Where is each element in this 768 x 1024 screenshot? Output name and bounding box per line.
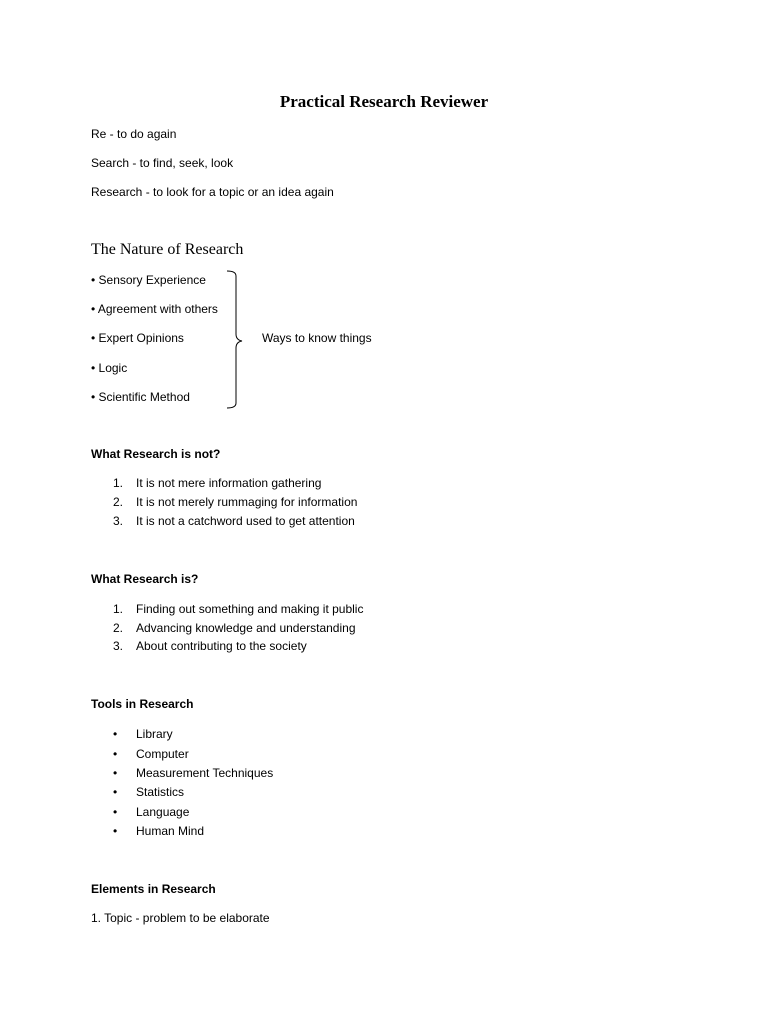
nature-item: • Logic bbox=[91, 361, 128, 375]
list-item: About contributing to the society bbox=[136, 639, 307, 653]
elements-item: 1. Topic - problem to be elaborate bbox=[91, 911, 270, 925]
list-item: Human Mind bbox=[136, 824, 205, 838]
definition-research: Research - to look for a topic or an idea again bbox=[91, 185, 334, 199]
list-item: Measurement Techniques bbox=[136, 766, 274, 780]
nature-item: • Expert Opinions bbox=[91, 331, 184, 345]
definition-search: Search - to find, seek, look bbox=[91, 156, 234, 170]
list-item: Finding out something and making it public bbox=[136, 602, 364, 616]
list-item: Statistics bbox=[136, 785, 185, 799]
list-item: Advancing knowledge and understanding bbox=[136, 621, 356, 635]
list-number: 2. bbox=[113, 621, 124, 635]
curly-brace-icon bbox=[226, 270, 256, 410]
page-title: Practical Research Reviewer bbox=[279, 92, 489, 111]
list-number: 1. bbox=[113, 476, 124, 490]
is-research-heading: What Research is? bbox=[91, 572, 199, 586]
bullet: • bbox=[113, 727, 118, 741]
brace-label: Ways to know things bbox=[262, 331, 372, 345]
bullet: • bbox=[113, 747, 118, 761]
bullet: • bbox=[113, 805, 118, 819]
bullet: • bbox=[113, 766, 118, 780]
list-number: 3. bbox=[113, 639, 124, 653]
tools-heading: Tools in Research bbox=[91, 697, 194, 711]
list-number: 2. bbox=[113, 495, 124, 509]
list-item: It is not merely rummaging for information bbox=[136, 495, 358, 509]
list-item: It is not mere information gathering bbox=[136, 476, 322, 490]
nature-item: • Agreement with others bbox=[91, 302, 218, 316]
not-research-heading: What Research is not? bbox=[91, 447, 221, 461]
nature-heading: The Nature of Research bbox=[91, 241, 244, 258]
bullet: • bbox=[113, 824, 118, 838]
nature-item: • Sensory Experience bbox=[91, 273, 206, 287]
list-number: 1. bbox=[113, 602, 124, 616]
list-item: It is not a catchword used to get attention bbox=[136, 514, 355, 528]
list-item: Language bbox=[136, 805, 190, 819]
list-number: 3. bbox=[113, 514, 124, 528]
nature-item: • Scientific Method bbox=[91, 390, 190, 404]
elements-heading: Elements in Research bbox=[91, 882, 216, 896]
list-item: Library bbox=[136, 727, 173, 741]
bullet: • bbox=[113, 785, 118, 799]
list-item: Computer bbox=[136, 747, 189, 761]
definition-re: Re - to do again bbox=[91, 127, 177, 141]
